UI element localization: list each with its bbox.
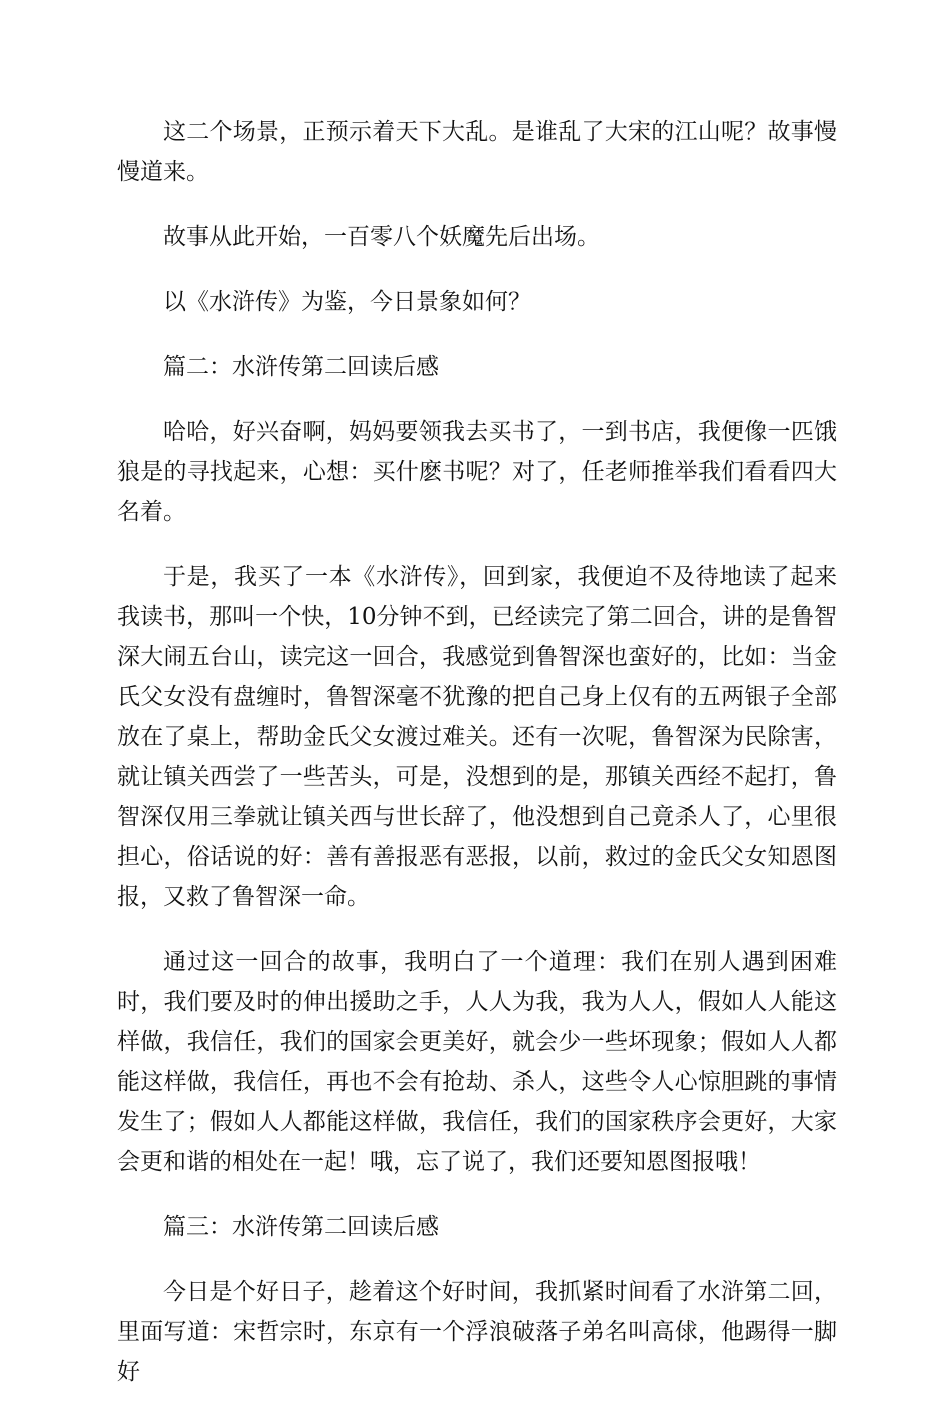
- paragraph-2: 故事从此开始，一百零八个妖魔先后出场。: [163, 224, 600, 250]
- paragraph-1: 这二个场景，正预示着天下大乱。是谁乱了大宋的江山呢？故事慢慢道来。: [117, 119, 837, 185]
- paragraph-7: 通过这一回合的故事，我明白了一个道理：我们在别人遇到困难时，我们要及时的伸出援助之手，人人为我，我为人人，假如人人能这样做，我信任，我们的国家会更美好，就会少一些坏现象；假如人人都能这样做，我信任，再也不会有抢劫、杀人，这些令人心惊胆跳的事情发生了；假如人人都能这样做，我信任，我们的国家秩序会更好，大家会更和谐的相处在一起！哦，忘了说了，我们还要知恩图报哦！: [117, 949, 837, 1175]
- section-heading-part-two: 篇二：水浒传第二回读后感: [163, 354, 439, 380]
- section-heading-part-three: 篇三：水浒传第二回读后感: [163, 1214, 439, 1240]
- paragraph-5: 哈哈，好兴奋啊，妈妈要领我去买书了，一到书店，我便像一匹饿狼是的寻找起来，心想：买什麽书呢？对了，任老师推举我们看看四大名着。: [117, 419, 837, 525]
- paragraph-9: 今日是个好日子，趁着这个好时间，我抓紧时间看了水浒第二回，里面写道：宋哲宗时，东京有一个浮浪破落子弟名叫高俅，他踢得一脚好: [117, 1279, 837, 1385]
- paragraph-3: 以《水浒传》为鉴，今日景象如何？: [163, 289, 531, 315]
- paragraph-6: 于是，我买了一本《水浒传》，回到家，我便迫不及待地读了起来我读书，那叫一个快，10分钟不到，已经读完了第二回合，讲的是鲁智深大闹五台山，读完这一回合，我感觉到鲁智深也蛮好的，比如：当金氏父女没有盘缠时，鲁智深毫不犹豫的把自己身上仅有的五两银子全部放在了桌上，帮助金氏父女渡过难关。还有一次呢，鲁智深为民除害，就让镇关西尝了一些苦头，可是，没想到的是，那镇关西经不起打，鲁智深仅用三拳就让镇关西与世长辞了，他没想到自己竟杀人了，心里很担心，俗话说的好：善有善报恶有恶报，以前，救过的金氏父女知恩图报，又救了鲁智深一命。: [117, 564, 837, 910]
- document-body: [117, 112, 837, 1417]
